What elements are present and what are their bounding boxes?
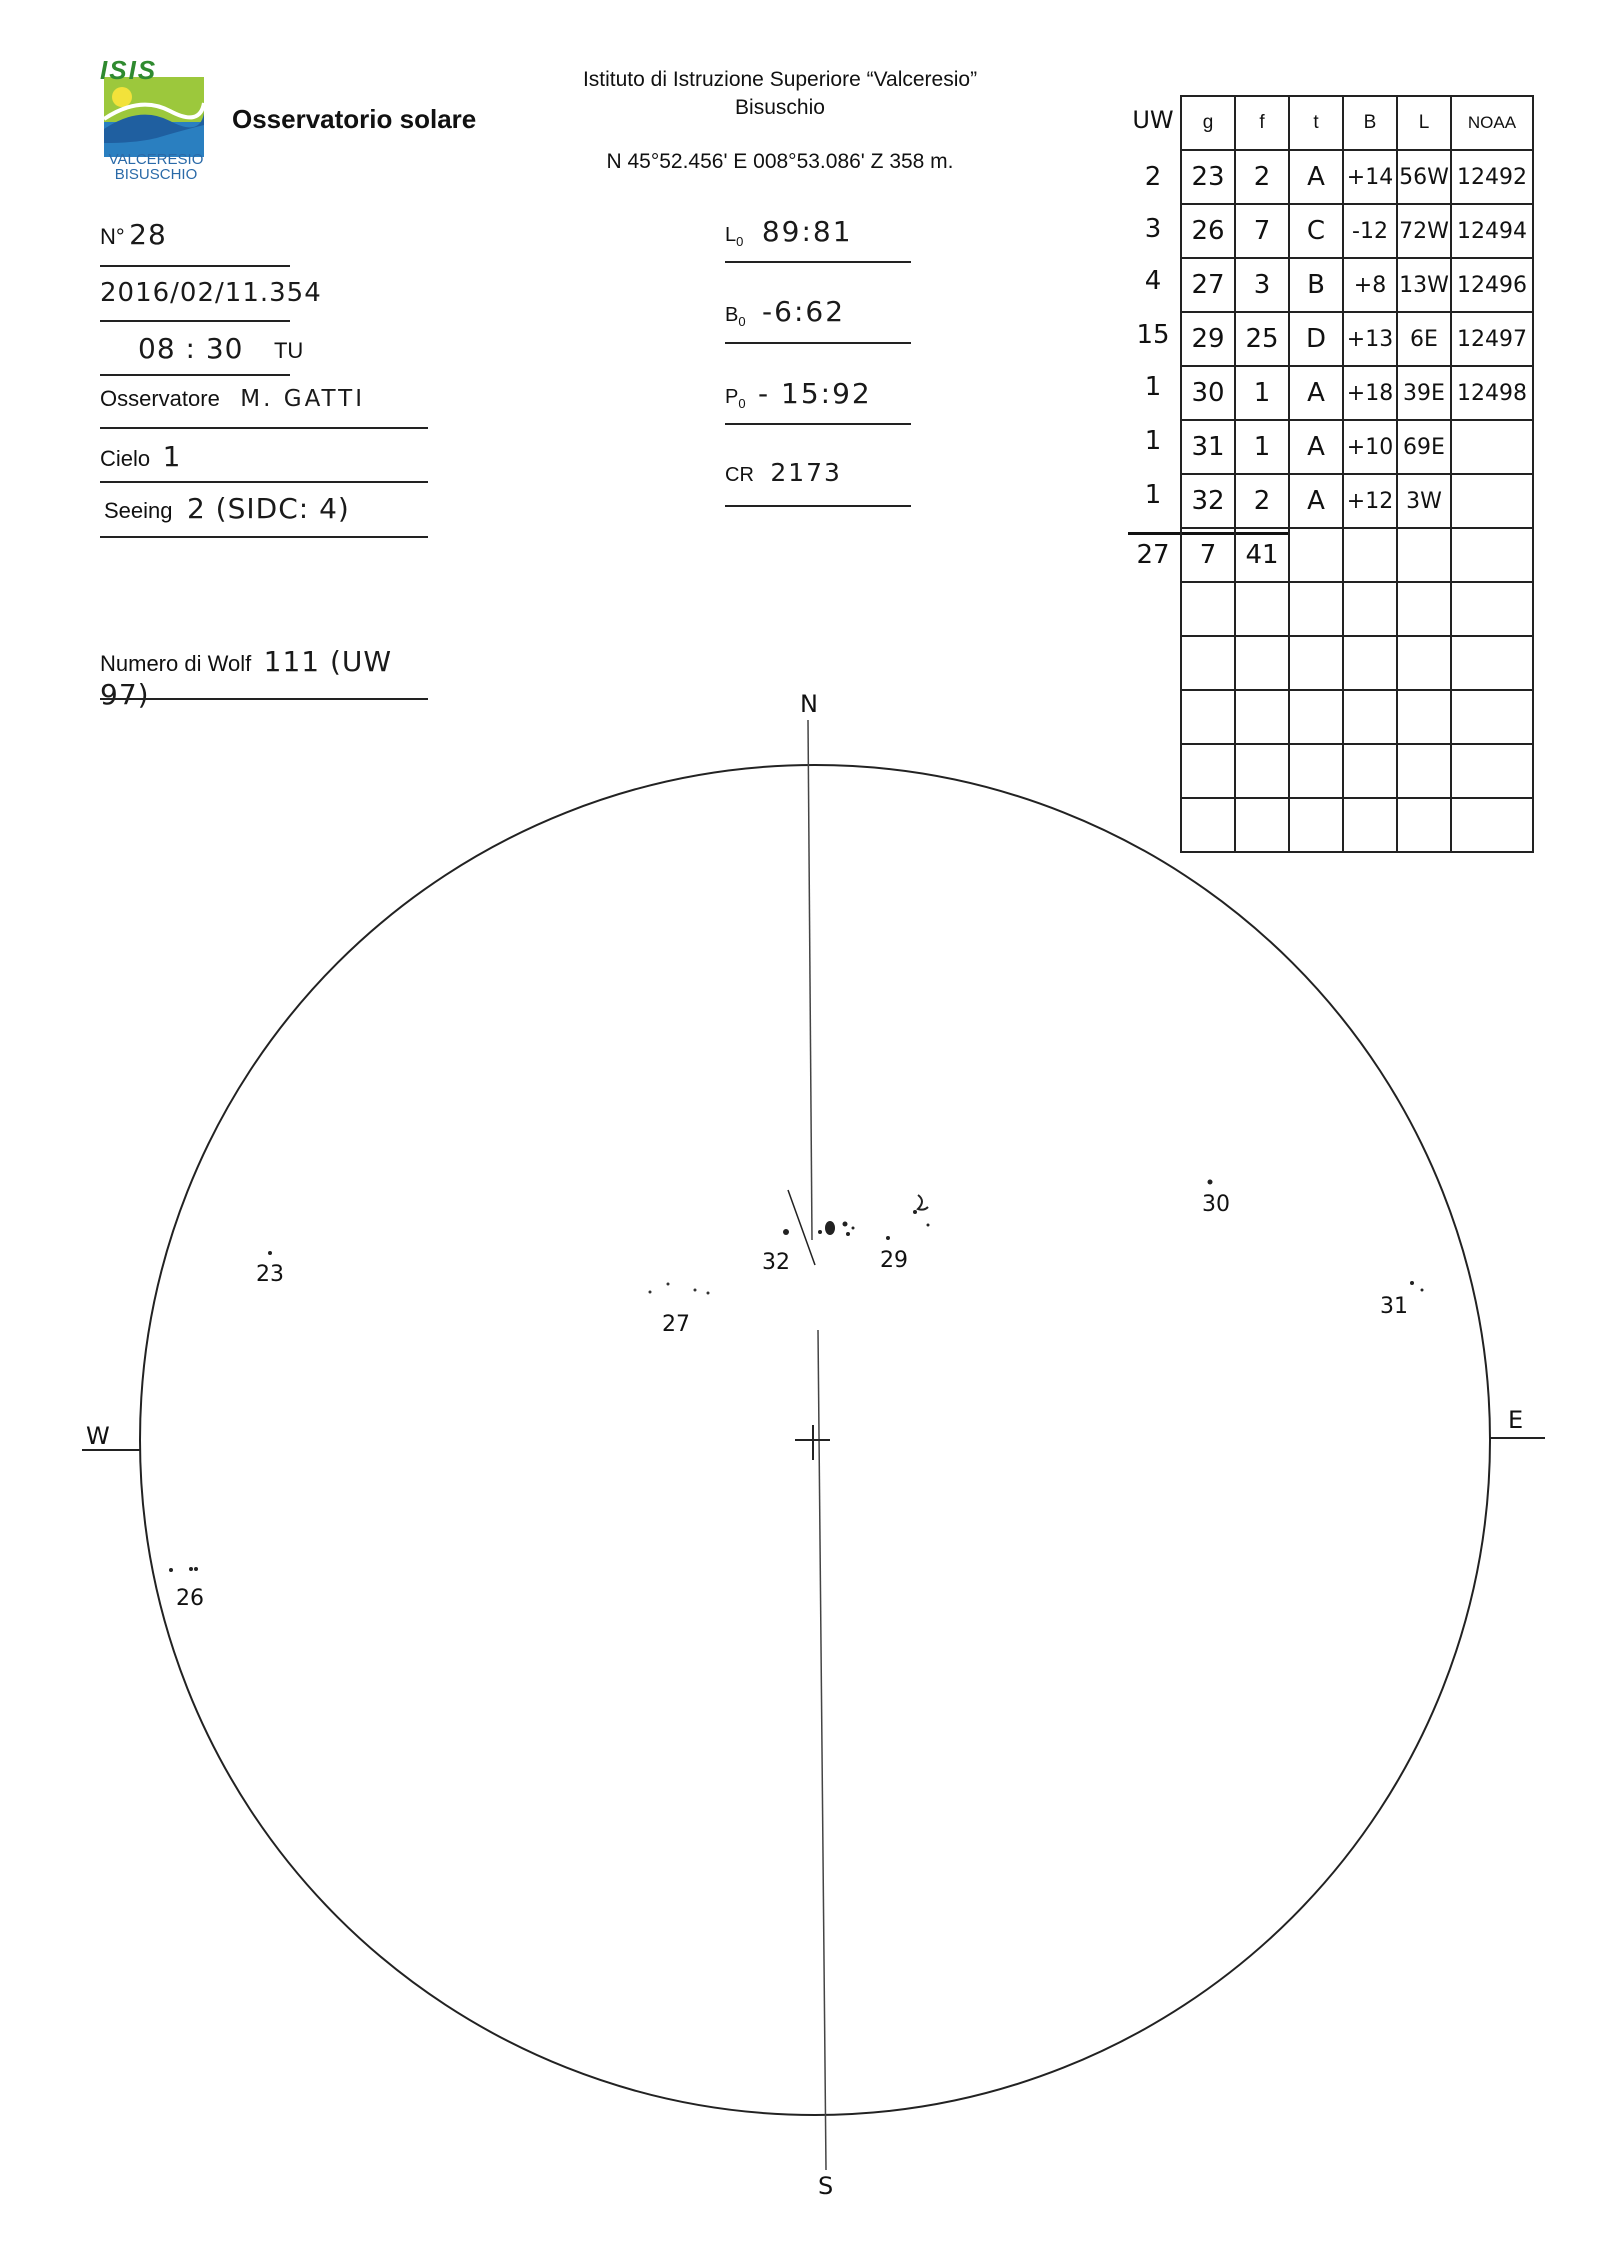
cr-label: CR: [725, 464, 754, 486]
cell-g: 31: [1181, 420, 1235, 474]
cell-l: 72W: [1397, 204, 1451, 258]
south-label: S: [818, 2172, 834, 2200]
logo-caption-line1: VALCERESIO: [108, 151, 204, 168]
group-label-27: 27: [662, 1312, 690, 1337]
group-label-32: 32: [762, 1250, 790, 1275]
uw-total: 27: [1136, 540, 1170, 570]
cell-noaa: 12498: [1451, 366, 1533, 420]
wolf-label: Numero di Wolf: [100, 651, 252, 676]
time-value: 08 : 30: [138, 332, 244, 365]
group-27-spots: [649, 1283, 710, 1295]
total-f: 41: [1235, 528, 1289, 582]
cell-f: 2: [1235, 150, 1289, 204]
cell-b: +13: [1343, 312, 1397, 366]
group-30-spot: [1208, 1180, 1213, 1185]
institute-name: Istituto di Istruzione Superiore “Valceresio”: [582, 68, 978, 91]
group-label-26: 26: [176, 1586, 204, 1611]
cell-f: 1: [1235, 420, 1289, 474]
group-23-spot: [268, 1251, 272, 1255]
cell-t: B: [1289, 258, 1343, 312]
cell-f: 2: [1235, 474, 1289, 528]
column-header-g: g: [1181, 96, 1235, 150]
group-label-29: 29: [880, 1248, 908, 1273]
cell-g: 32: [1181, 474, 1235, 528]
column-header-b: B: [1343, 96, 1397, 150]
north-label: N: [800, 690, 818, 718]
cell-g: 30: [1181, 366, 1235, 420]
cell-noaa: 12496: [1451, 258, 1533, 312]
group-32-spot: [783, 1229, 789, 1235]
number-label: N°: [100, 224, 125, 249]
cell-b: +18: [1343, 366, 1397, 420]
column-header-noaa: NOAA: [1451, 96, 1533, 150]
cell-t: A: [1289, 150, 1343, 204]
group-29-spots: [818, 1195, 930, 1240]
column-header-l: L: [1397, 96, 1451, 150]
sky-value: 1: [162, 440, 182, 473]
cell-b: +14: [1343, 150, 1397, 204]
cell-t: A: [1289, 366, 1343, 420]
cell-l: 3W: [1397, 474, 1451, 528]
cell-t: C: [1289, 204, 1343, 258]
wolf-value: 111 (UW 97): [100, 645, 393, 711]
p0-value: - 15:92: [758, 377, 872, 410]
column-header-t: t: [1289, 96, 1343, 150]
cell-f: 25: [1235, 312, 1289, 366]
cell-b: -12: [1343, 204, 1397, 258]
observatory-title: Osservatorio solare: [232, 104, 477, 134]
west-label: W: [86, 1422, 110, 1450]
logo-caption-line2: BISUSCHIO: [114, 166, 198, 183]
uw-value: 1: [1144, 480, 1162, 510]
cell-g: 29: [1181, 312, 1235, 366]
observer-label: Osservatore: [100, 386, 220, 411]
logo-wordmark: ISIS: [100, 55, 158, 85]
cell-g: 26: [1181, 204, 1235, 258]
group-label-23: 23: [256, 1262, 284, 1287]
cell-f: 7: [1235, 204, 1289, 258]
cell-noaa: 12492: [1451, 150, 1533, 204]
uw-value: 3: [1144, 214, 1162, 244]
group-32-marker-line: [788, 1190, 815, 1265]
cell-noaa: 12497: [1451, 312, 1533, 366]
cell-l: 56W: [1397, 150, 1451, 204]
uw-value: 4: [1144, 266, 1162, 296]
cell-l: 13W: [1397, 258, 1451, 312]
p0-label: $P_0$: [725, 386, 746, 411]
date-value: 2016/02/11.354: [100, 278, 322, 308]
cell-g: 27: [1181, 258, 1235, 312]
observer-value: M. GATTI: [240, 386, 365, 412]
cell-t: A: [1289, 420, 1343, 474]
uw-value: 1: [1144, 426, 1162, 456]
institute-location: Bisuschio: [735, 96, 825, 119]
cell-l: 39E: [1397, 366, 1451, 420]
sky-label: Cielo: [100, 446, 151, 471]
total-g: 7: [1181, 528, 1235, 582]
cell-b: +10: [1343, 420, 1397, 474]
time-unit: TU: [273, 338, 304, 363]
seeing-label: Seeing: [104, 498, 173, 523]
number-value: 28: [129, 218, 167, 251]
cell-t: D: [1289, 312, 1343, 366]
b0-label: $B_0$: [725, 304, 746, 329]
cell-l: 69E: [1397, 420, 1451, 474]
cell-f: 3: [1235, 258, 1289, 312]
uw-header: UW: [1132, 106, 1174, 134]
column-header-f: f: [1235, 96, 1289, 150]
south-axis-line: [818, 1330, 826, 2170]
uw-value: 2: [1144, 162, 1162, 192]
group-31-spots: [1410, 1281, 1424, 1292]
cell-noaa: 12494: [1451, 204, 1533, 258]
cell-b: +8: [1343, 258, 1397, 312]
l0-value: 89:81: [761, 215, 853, 248]
observatory-coordinates: N 45°52.456' E 008°53.086' Z 358 m.: [606, 150, 954, 173]
group-label-30: 30: [1202, 1192, 1230, 1217]
uw-value: 1: [1144, 372, 1162, 402]
cr-value: 2173: [770, 458, 842, 487]
group-26-spots: [169, 1567, 198, 1572]
l0-label: $L_0$: [725, 224, 744, 249]
uw-value: 15: [1136, 320, 1170, 350]
b0-value: -6:62: [762, 295, 846, 328]
north-axis-line: [808, 720, 812, 1240]
cell-t: A: [1289, 474, 1343, 528]
cell-b: +12: [1343, 474, 1397, 528]
seeing-value: 2 (SIDC: 4): [186, 492, 350, 525]
cell-g: 23: [1181, 150, 1235, 204]
group-label-31: 31: [1380, 1294, 1408, 1319]
cell-f: 1: [1235, 366, 1289, 420]
east-label: E: [1508, 1406, 1524, 1434]
cell-l: 6E: [1397, 312, 1451, 366]
